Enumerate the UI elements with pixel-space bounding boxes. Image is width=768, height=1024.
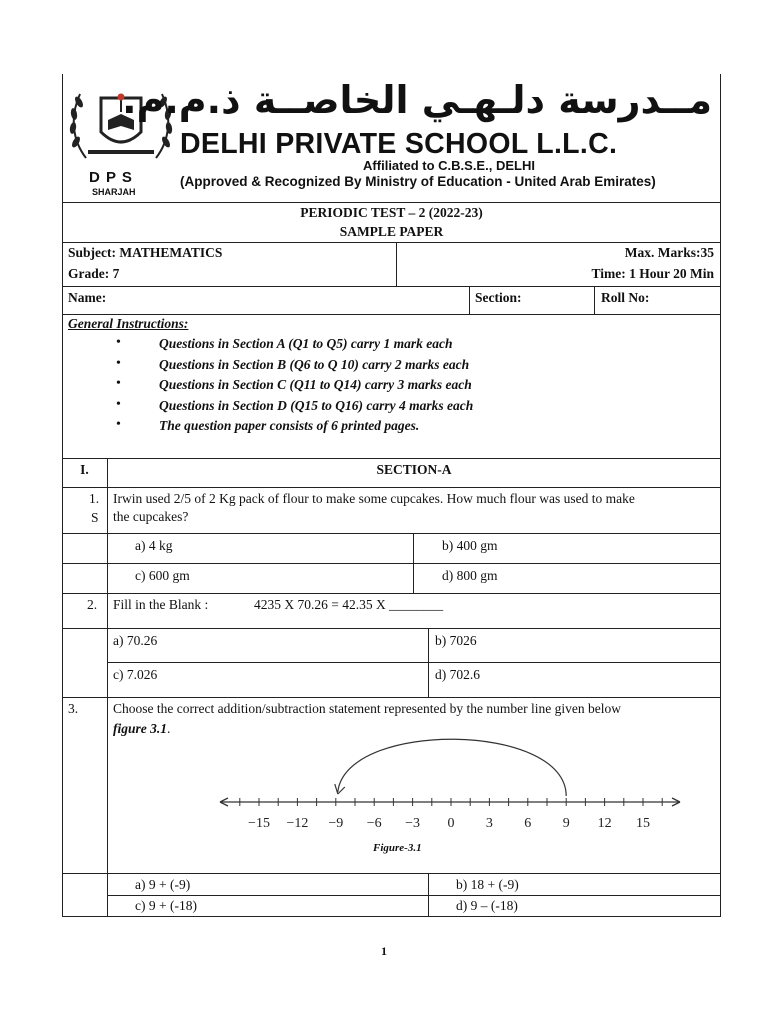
bullet-2: •: [116, 356, 121, 371]
q3-number: 3.: [68, 701, 79, 716]
bullet-1: •: [116, 335, 121, 350]
affiliation: Affiliated to C.B.S.E., DELHI: [363, 158, 535, 173]
tick-label: 0: [447, 816, 455, 831]
logo-text: D P S: [89, 169, 133, 186]
row-line: [62, 593, 721, 594]
instructions-heading: General Instructions:: [68, 316, 189, 331]
q1-number-suffix: S: [91, 510, 99, 525]
test-title: PERIODIC TEST – 2 (2022-23): [300, 205, 483, 220]
number-line-figure: [210, 730, 690, 840]
bullet-3: •: [116, 376, 121, 391]
row-line: [62, 697, 721, 698]
section-field[interactable]: Section:: [475, 290, 522, 305]
row-line: [62, 563, 721, 564]
name-field[interactable]: Name:: [68, 290, 107, 305]
bullet-5: •: [116, 417, 121, 432]
subject-label: Subject: MATHEMATICS: [68, 245, 223, 260]
row-line: [62, 487, 721, 488]
logo-subtext: SHARJAH: [92, 187, 136, 197]
q2-options-divider: [428, 628, 429, 697]
info-divider-3: [594, 286, 595, 315]
instruction-item-5: The question paper consists of 6 printed pages.: [159, 418, 420, 433]
q3-options-divider: [428, 873, 429, 917]
info-divider-1: [396, 242, 397, 287]
q1-option-b[interactable]: b) 400 gm: [442, 538, 498, 553]
header-right-border: [720, 74, 721, 202]
test-subtitle: SAMPLE PAPER: [339, 224, 444, 239]
figure-caption: Figure-3.1: [373, 842, 422, 854]
tick-label: 9: [562, 816, 570, 831]
row-line: [62, 628, 721, 629]
approval: (Approved & Recognized By Ministry of Education - United Arab Emirates): [180, 174, 656, 189]
q3-option-d[interactable]: d) 9 – (-18): [456, 898, 518, 913]
time-label: Time: 1 Hour 20 Min: [591, 266, 714, 281]
q1-number: 1.: [89, 491, 100, 506]
q1-option-d[interactable]: d) 800 gm: [442, 568, 498, 583]
instruction-item-1: Questions in Section A (Q1 to Q5) carry 1 mark each: [159, 336, 453, 351]
q2-number: 2.: [87, 597, 98, 612]
q1-option-a[interactable]: a) 4 kg: [135, 538, 173, 553]
bullet-4: •: [116, 397, 121, 412]
instruction-item-4: Questions in Section D (Q15 to Q16) carry 4 marks each: [159, 398, 474, 413]
q2-option-c[interactable]: c) 7.026: [113, 667, 158, 682]
instruction-item-2: Questions in Section B (Q6 to Q 10) carry 2 marks each: [159, 357, 470, 372]
question-number-column: [107, 458, 108, 917]
info-divider-2: [469, 286, 470, 315]
tick-label: −12: [286, 816, 309, 831]
header-left-border: [62, 74, 63, 202]
roll-no-field[interactable]: Roll No:: [601, 290, 650, 305]
tick-label: −15: [248, 816, 270, 831]
page-number: 1: [381, 944, 387, 958]
q3-option-a[interactable]: a) 9 + (-9): [135, 877, 191, 892]
q3-text-line-1: Choose the correct addition/subtraction statement represented by the number line given below: [113, 701, 621, 716]
q1-option-c[interactable]: c) 600 gm: [135, 568, 190, 583]
tick-label: −9: [328, 816, 344, 831]
tick-label: −3: [405, 816, 421, 831]
section-number: I.: [80, 462, 89, 477]
tick-label: −6: [366, 816, 382, 831]
row-line: [62, 533, 721, 534]
info-divider-h: [62, 286, 721, 287]
q2-option-b[interactable]: b) 7026: [435, 633, 477, 648]
q3-text-line-2: [113, 721, 170, 737]
tick-label: 12: [597, 816, 612, 831]
jump-arrowhead-icon: [335, 784, 345, 794]
section-title: SECTION-A: [376, 462, 452, 477]
max-marks-label: Max. Marks:35: [624, 245, 714, 260]
q2-option-a[interactable]: a) 70.26: [113, 633, 158, 648]
row-line: [107, 662, 721, 663]
q2-expression: 4235 X 70.26 = 42.35 X ________: [254, 597, 444, 612]
school-name: DELHI PRIVATE SCHOOL L.L.C.: [180, 128, 618, 160]
q3-option-b[interactable]: b) 18 + (-9): [456, 877, 519, 892]
row-line: [107, 895, 721, 896]
q2-option-d[interactable]: d) 702.6: [435, 667, 480, 682]
instruction-item-3: Questions in Section C (Q11 to Q14) carry 3 marks each: [159, 377, 472, 392]
q2-label: Fill in the Blank :: [113, 597, 209, 612]
tick-label: 3: [485, 816, 493, 831]
tick-label: 15: [636, 816, 650, 831]
q1-options-divider: [413, 533, 414, 593]
q3-option-c[interactable]: c) 9 + (-18): [135, 898, 197, 913]
school-arabic-name: مــدرسة دلـهـي الخاصــة ذ.م.م.: [122, 78, 712, 122]
jump-arc: [338, 739, 566, 796]
figure-reference: figure 3.1: [113, 721, 167, 736]
tick-label: 6: [524, 816, 532, 831]
q1-text-line-1: Irwin used 2/5 of 2 Kg pack of flour to make some cupcakes. How much flour was used to make: [113, 491, 635, 506]
row-line: [62, 873, 721, 874]
q1-text-line-2: the cupcakes?: [113, 509, 189, 524]
figure-reference-period: .: [167, 721, 171, 736]
grade-label: Grade: 7: [68, 266, 120, 281]
